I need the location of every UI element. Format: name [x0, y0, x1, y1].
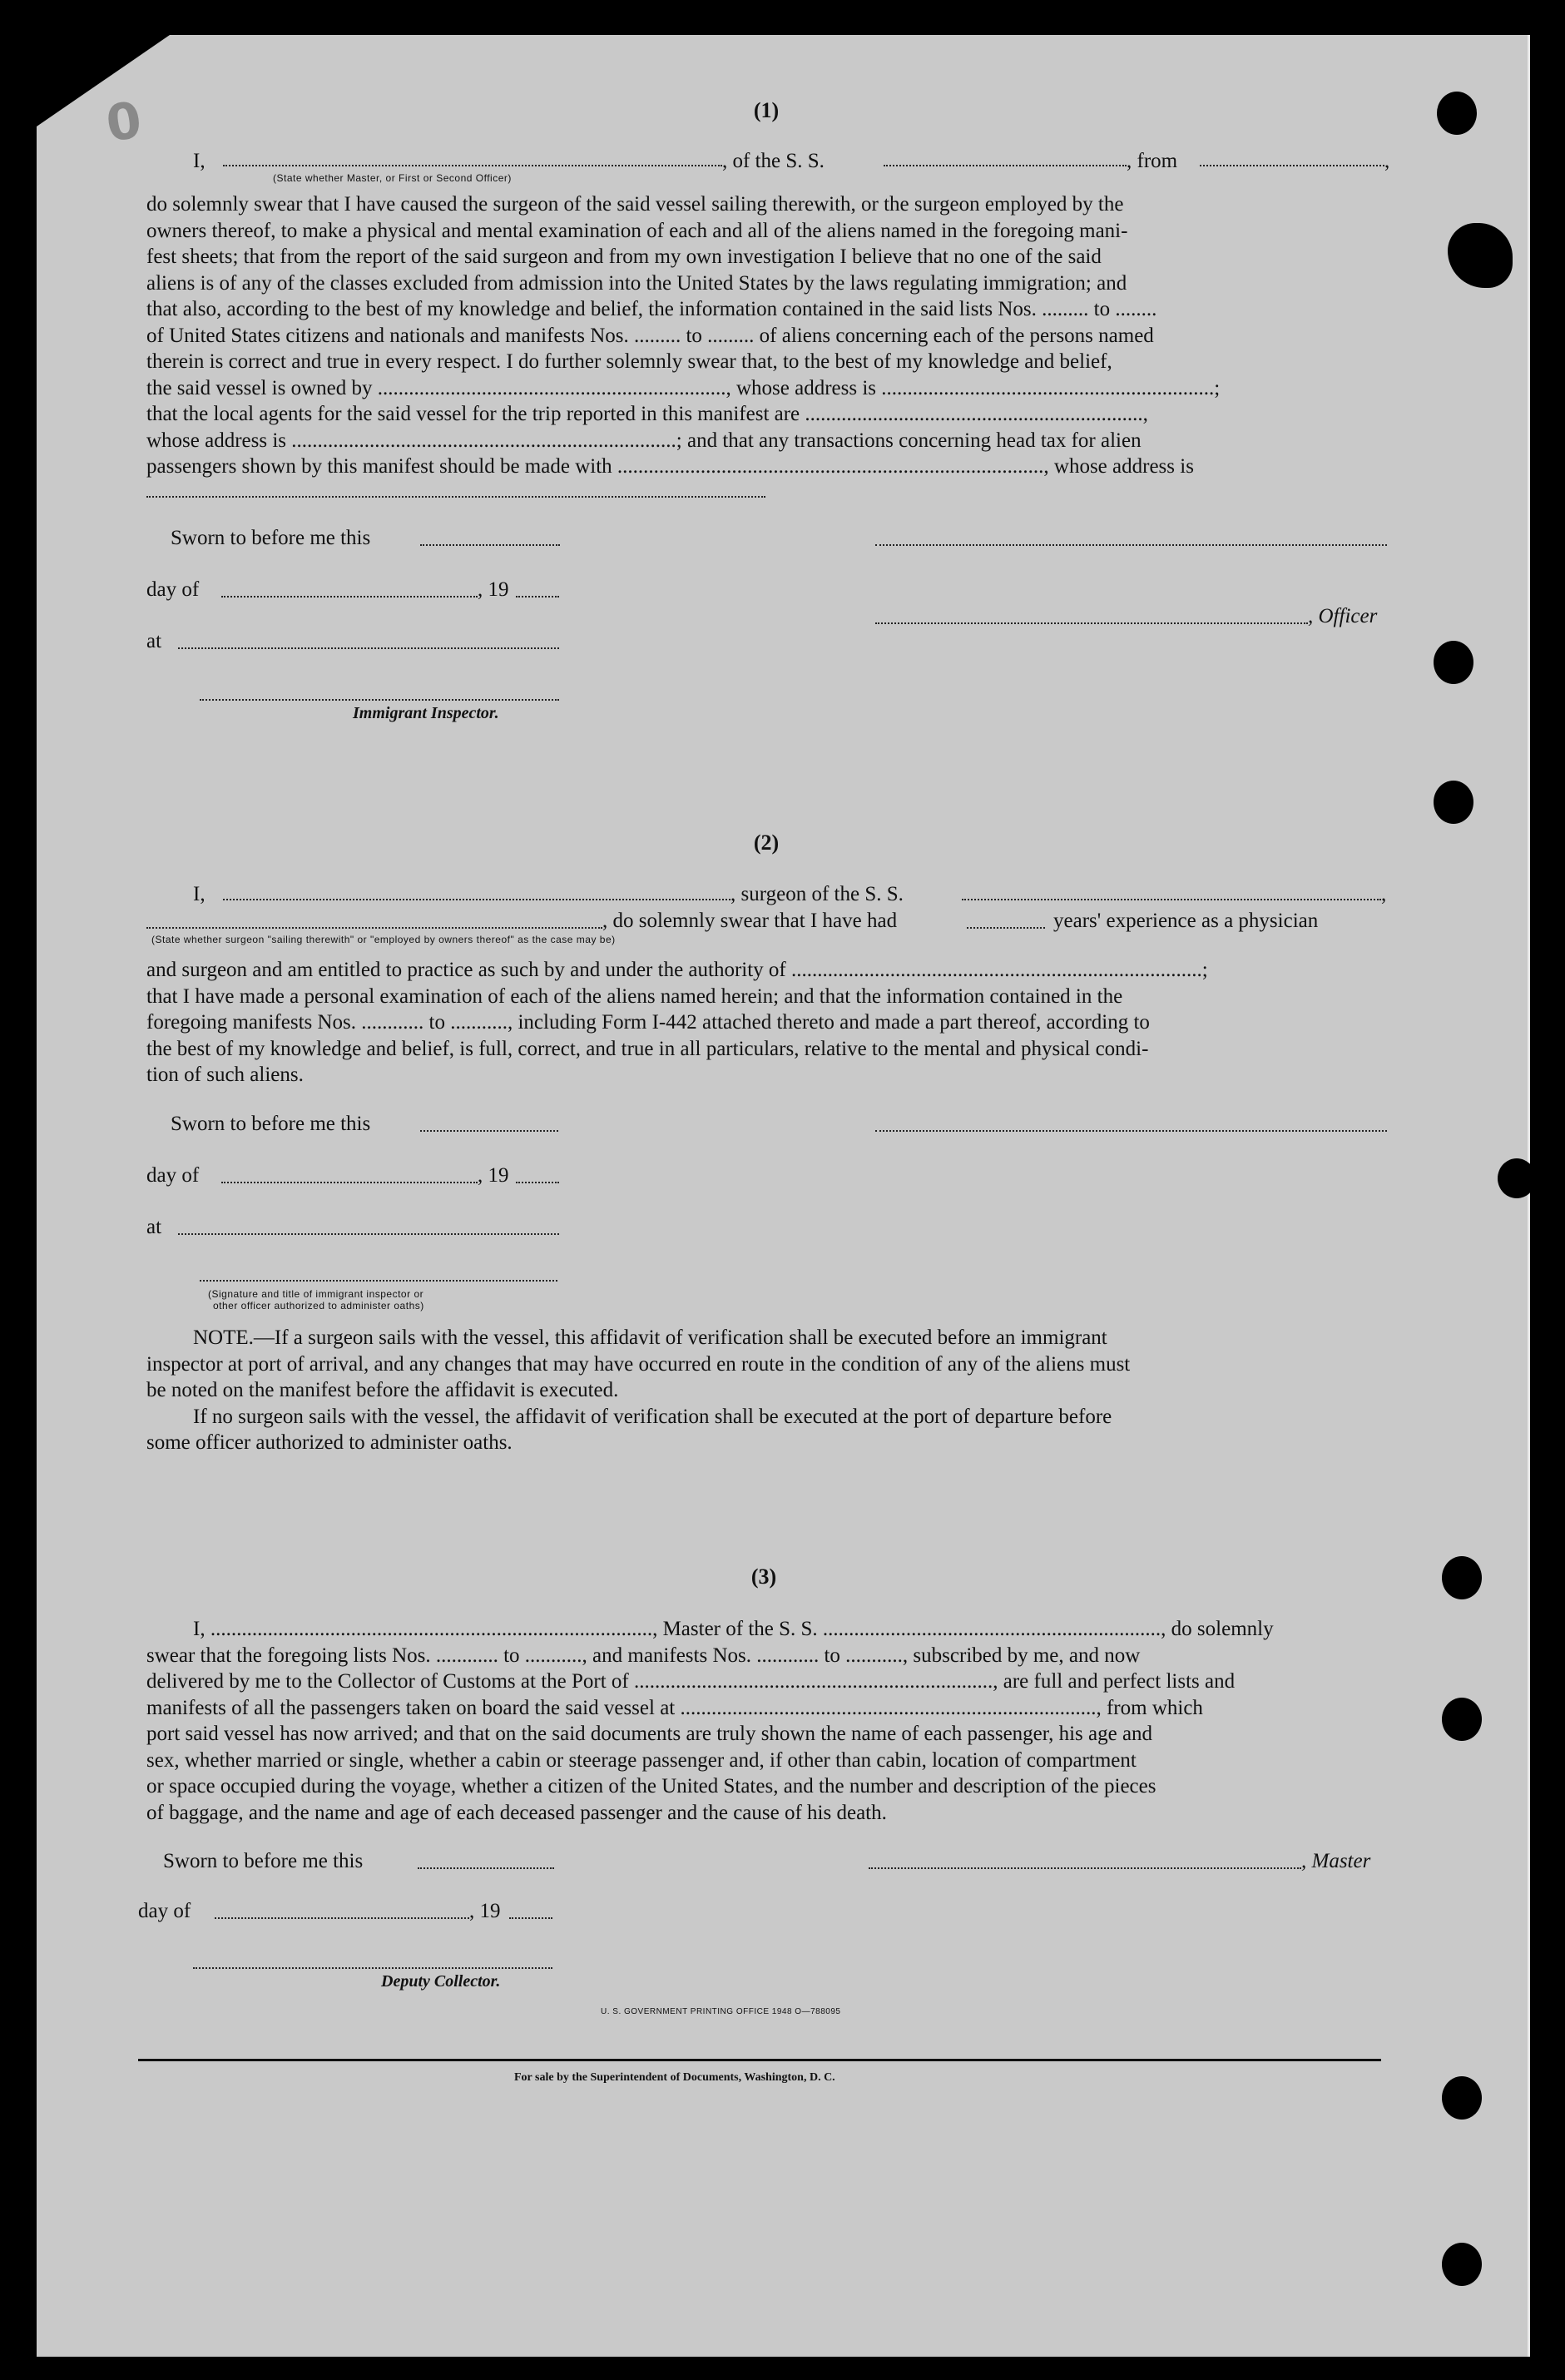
- note-line: some officer authorized to administer oaths.: [146, 1431, 513, 1454]
- sec3-line: manifests of all the passengers taken on board the said vessel at ................................................................................, from which: [146, 1696, 1203, 1719]
- sec2-year-label: , 19: [478, 1164, 509, 1187]
- sec3-line: swear that the foregoing lists Nos. ............ to ..........., and manifests Nos. ............ to ..........., subscribed by me, and now: [146, 1644, 1141, 1667]
- sec1-of-ss: , of the S. S.: [722, 150, 825, 172]
- punch-hole: [1434, 781, 1473, 824]
- sec1-line: do solemnly swear that I have caused the surgeon of the said vessel sailing therewith, or the surgeon employed by the: [146, 193, 1124, 216]
- vessel-name-field[interactable]: [884, 165, 1127, 166]
- section-3-heading: (3): [750, 1564, 777, 1589]
- sec2-oath-paragraph: [146, 957, 1389, 1088]
- gpo-imprint: U. S. GOVERNMENT PRINTING OFFICE 1948 O—788095: [601, 2007, 841, 2016]
- sec1-officer-signature-top[interactable]: [875, 544, 1387, 546]
- sec3-sworn-date-field[interactable]: [418, 1867, 554, 1869]
- note-line: inspector at port of arrival, and any changes that may have occurred en route in the condition of any of the aliens must: [146, 1352, 1131, 1376]
- punch-hole: [1442, 1556, 1482, 1599]
- sec3-line: port said vessel has now arrived; and that on the said documents are truly shown the name of each passenger, his age and: [146, 1723, 1153, 1745]
- sec1-line: passengers shown by this manifest should be made with .................................................................................., whose address is: [146, 455, 1194, 478]
- note-line: If no surgeon sails with the vessel, the affidavit of verification shall be executed at the port of departure before: [193, 1405, 1112, 1428]
- sec1-line: fest sheets; that from the report of the said surgeon and from my own investigation I believe that no one of the said: [146, 245, 1102, 268]
- sec1-oath-paragraph: [146, 191, 1389, 480]
- sec2-at-field[interactable]: [178, 1233, 559, 1235]
- sec1-sworn-date-field[interactable]: [420, 544, 560, 546]
- sec2-comma: ,: [1381, 883, 1387, 905]
- sec1-year-field[interactable]: [516, 596, 559, 597]
- sec1-at-field[interactable]: [178, 647, 559, 649]
- master-signature-field[interactable]: [869, 1867, 1301, 1869]
- punch-hole: [1498, 1158, 1536, 1198]
- sec1-at-label: at: [146, 630, 162, 652]
- sec1-line: therein is correct and true in every respect. I do further solemnly swear that, to the best of my knowledge and belief,: [146, 350, 1112, 373]
- sec1-year-label: , 19: [478, 578, 509, 601]
- faded-stamp-mark: 0: [102, 91, 146, 154]
- head-tax-address-field[interactable]: [146, 496, 765, 498]
- sec3-day-of-label: day of: [138, 1900, 191, 1922]
- immigrant-inspector-label: Immigrant Inspector.: [353, 704, 499, 722]
- sec3-line: I, ....................................................................................., Master of the S. S. ................................................................., do solemnly: [193, 1618, 1274, 1640]
- sec1-officer-label: , Officer: [1308, 605, 1378, 627]
- sec2-inspector-signature-field[interactable]: [200, 1280, 557, 1282]
- sec3-line: delivered by me to the Collector of Customs at the Port of ....................................................................., are full and perfect lists and: [146, 1670, 1236, 1693]
- years-experience-field[interactable]: [967, 927, 1045, 929]
- page-edge: [1528, 35, 1530, 2357]
- sale-notice: For sale by the Superintendent of Documents, Washington, D. C.: [514, 2071, 835, 2084]
- section-2-heading: (2): [753, 831, 780, 855]
- surgeon-status-field[interactable]: [146, 927, 602, 929]
- sec1-line: aliens is of any of the classes excluded from admission into the United States by the laws regulating immigration; and: [146, 271, 1127, 295]
- sec2-surgeon-of-ss: , surgeon of the S. S.: [730, 883, 904, 905]
- punch-hole: [1434, 641, 1473, 684]
- deputy-collector-label: Deputy Collector.: [381, 1972, 501, 1991]
- note-paragraph: [146, 1325, 1389, 1456]
- sec2-day-field[interactable]: [221, 1182, 478, 1183]
- sec3-line: sex, whether married or single, whether a cabin or steerage passenger and, if other than cabin, location of compartment: [146, 1748, 1137, 1772]
- sec2-surgeon-signature-field[interactable]: [875, 1130, 1387, 1132]
- sec3-year-label: , 19: [469, 1900, 501, 1922]
- master-label: , Master: [1301, 1850, 1371, 1872]
- sec2-year-field[interactable]: [516, 1182, 559, 1183]
- sec1-comma: ,: [1384, 150, 1390, 172]
- section-1-heading: (1): [753, 98, 780, 122]
- sec1-line: that also, according to the best of my knowledge and belief, the information contained in the said lists Nos. ......... to ........: [146, 298, 1157, 320]
- sec1-day-of-label: day of: [146, 578, 200, 601]
- sec2-line: tion of such aliens.: [146, 1064, 304, 1086]
- punch-hole: [1442, 2076, 1482, 2120]
- sec2-line: that I have made a personal examination of each of the aliens named herein; and that the information contained in the: [146, 984, 1123, 1008]
- sec2-sworn-label: Sworn to before me this: [171, 1113, 371, 1135]
- sec2-vessel-field[interactable]: [962, 899, 1381, 900]
- note-line: NOTE.—If a surgeon sails with the vessel, this affidavit of verification shall be executed before an immigrant: [193, 1326, 1107, 1349]
- from-port-field[interactable]: [1200, 165, 1384, 166]
- sec1-officer-caption: (State whether Master, or First or Second Officer): [273, 172, 512, 184]
- sec1-officer-signature-field[interactable]: [875, 622, 1308, 624]
- surgeon-name-field[interactable]: [223, 899, 730, 900]
- sec1-line: the said vessel is owned by ..................................................................., whose address is ................................................................;: [146, 376, 1221, 399]
- sec2-at-label: at: [146, 1216, 162, 1238]
- sec3-oath-paragraph: [146, 1616, 1389, 1826]
- punch-hole: [1442, 2243, 1482, 2286]
- sec3-day-field[interactable]: [215, 1917, 469, 1919]
- sec2-day-of-label: day of: [146, 1164, 200, 1187]
- master-name-field[interactable]: [223, 165, 722, 166]
- sec1-line: owners thereof, to make a physical and mental examination of each and all of the aliens named in the foregoing mani-: [146, 219, 1128, 242]
- punch-hole: [1442, 1698, 1482, 1741]
- sec1-from: , from: [1127, 150, 1178, 172]
- sec1-day-field[interactable]: [221, 596, 478, 597]
- sec2-line: and surgeon and am entitled to practice as such by and under the authority of ...............................................................................;: [146, 959, 1208, 981]
- note-line: be noted on the manifest before the affidavit is executed.: [146, 1379, 619, 1401]
- sec2-sig-caption-2: other officer authorized to administer oaths): [213, 1300, 424, 1311]
- sec1-line: of United States citizens and nationals and manifests Nos. ......... to ......... of aliens concerning each of the persons named: [146, 324, 1154, 347]
- sec1-line: whose address is ..........................................................................; and that any transactions concerning head tax for alien: [146, 429, 1142, 452]
- sec3-line: or space occupied during the voyage, whether a citizen of the United States, and the number and description of the pieces: [146, 1775, 1156, 1797]
- sec3-sworn-label: Sworn to before me this: [163, 1850, 364, 1872]
- sec2-years-physician: years' experience as a physician: [1053, 910, 1319, 932]
- sec2-surgeon-caption: (State whether surgeon "sailing therewith" or "employed by owners thereof" as the case may be): [151, 934, 616, 945]
- sec2-line: the best of my knowledge and belief, is full, correct, and true in all particulars, relative to the mental and physical condi-: [146, 1037, 1149, 1060]
- sec2-line1-i: I,: [193, 883, 206, 905]
- sec2-sworn-date-field[interactable]: [420, 1130, 558, 1132]
- sec2-solemnly-swear: , do solemnly swear that I have had: [602, 910, 898, 932]
- sec1-line1-i: I,: [193, 150, 206, 172]
- sec2-sig-caption-1: (Signature and title of immigrant inspector or: [208, 1288, 424, 1300]
- sec3-year-field[interactable]: [509, 1917, 552, 1919]
- punch-hole: [1437, 92, 1477, 135]
- sec1-sworn-label: Sworn to before me this: [171, 527, 371, 549]
- sec2-line: foregoing manifests Nos. ............ to ..........., including Form I-442 attached thereto and made a part thereof, according to: [146, 1011, 1150, 1034]
- sec3-line: of baggage, and the name and age of each deceased passenger and the cause of his death.: [146, 1801, 887, 1824]
- footer-rule: [138, 2059, 1381, 2061]
- sec1-line: that the local agents for the said vessel for the trip reported in this manifest are .................................................................,: [146, 403, 1148, 425]
